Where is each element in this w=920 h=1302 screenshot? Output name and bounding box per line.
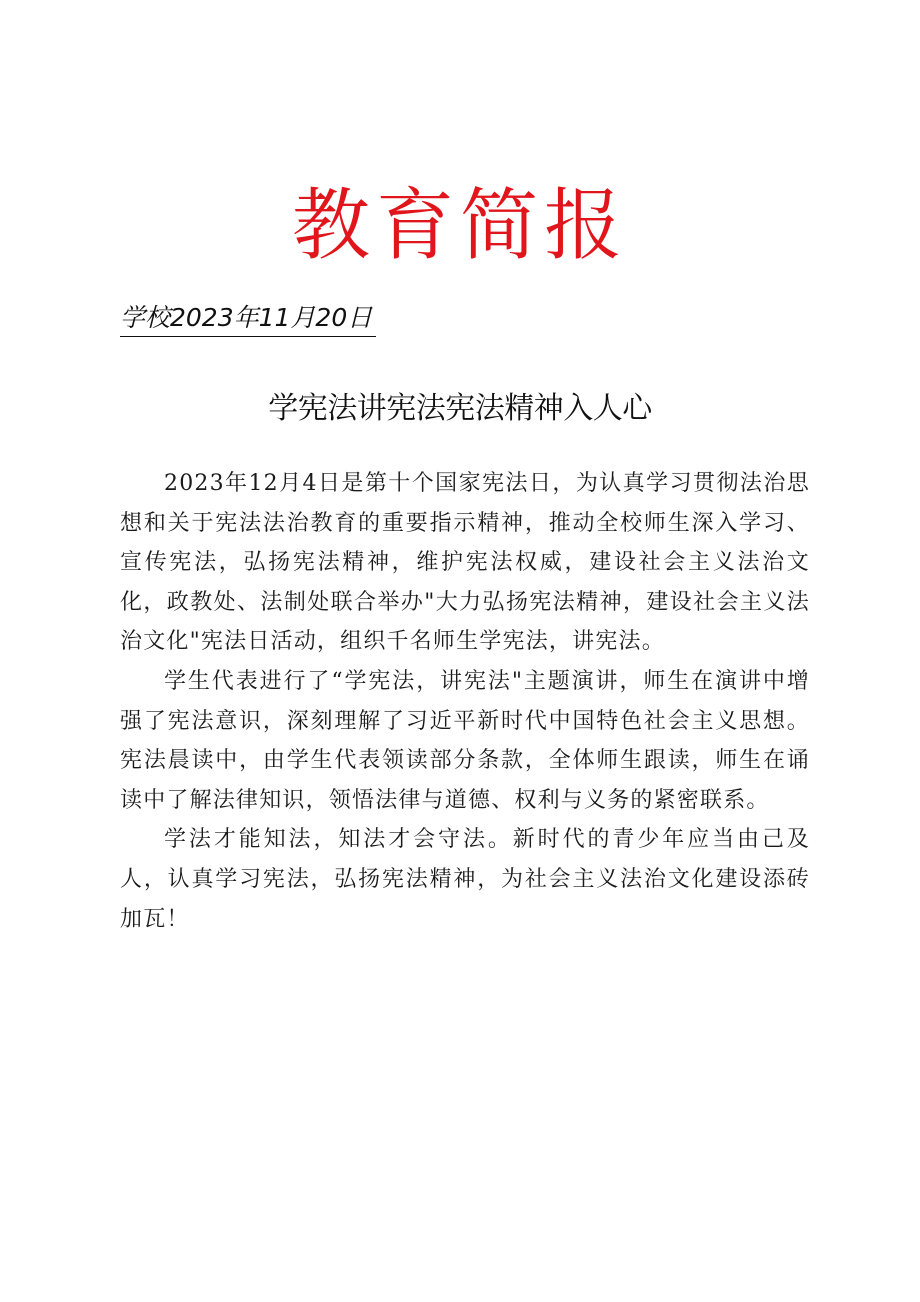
article-title: 学宪法讲宪法宪法精神入人心 xyxy=(268,391,652,426)
article-body xyxy=(120,464,810,939)
paragraph: 学生代表进行了“学宪法，讲宪法"主题演讲，师生在演讲中增强了宪法意识，深刻理解了习近平新时代中国特色社会主义思想。宪法晨读中，由学生代表领读部分条款，全体师生跟读，师生在诵读中了解法律知识，领悟法律与道德、权利与义务的紧密联系。 xyxy=(120,668,810,813)
masthead-title: 教育简报 xyxy=(291,181,628,271)
paragraph: 学法才能知法，知法才会守法。新时代的青少年应当由己及人，认真学习宪法，弘扬宪法精神，为社会主义法治文化建设添砖加瓦！ xyxy=(120,827,810,932)
dateline: 学校2023年11月20日 xyxy=(120,300,376,337)
paragraph: 2023年12月4日是第十个国家宪法日，为认真学习贯彻法治思想和关于宪法法治教育的重要指示精神，推动全校师生深入学习、宣传宪法，弘扬宪法精神，维护宪法权威，建设社会主义法治文化，政教处、法制处联合举办"大力弘扬宪法精神，建设社会主义法治文化"宪法日活动，组织千名师生学宪法，讲宪法。 xyxy=(120,471,810,655)
